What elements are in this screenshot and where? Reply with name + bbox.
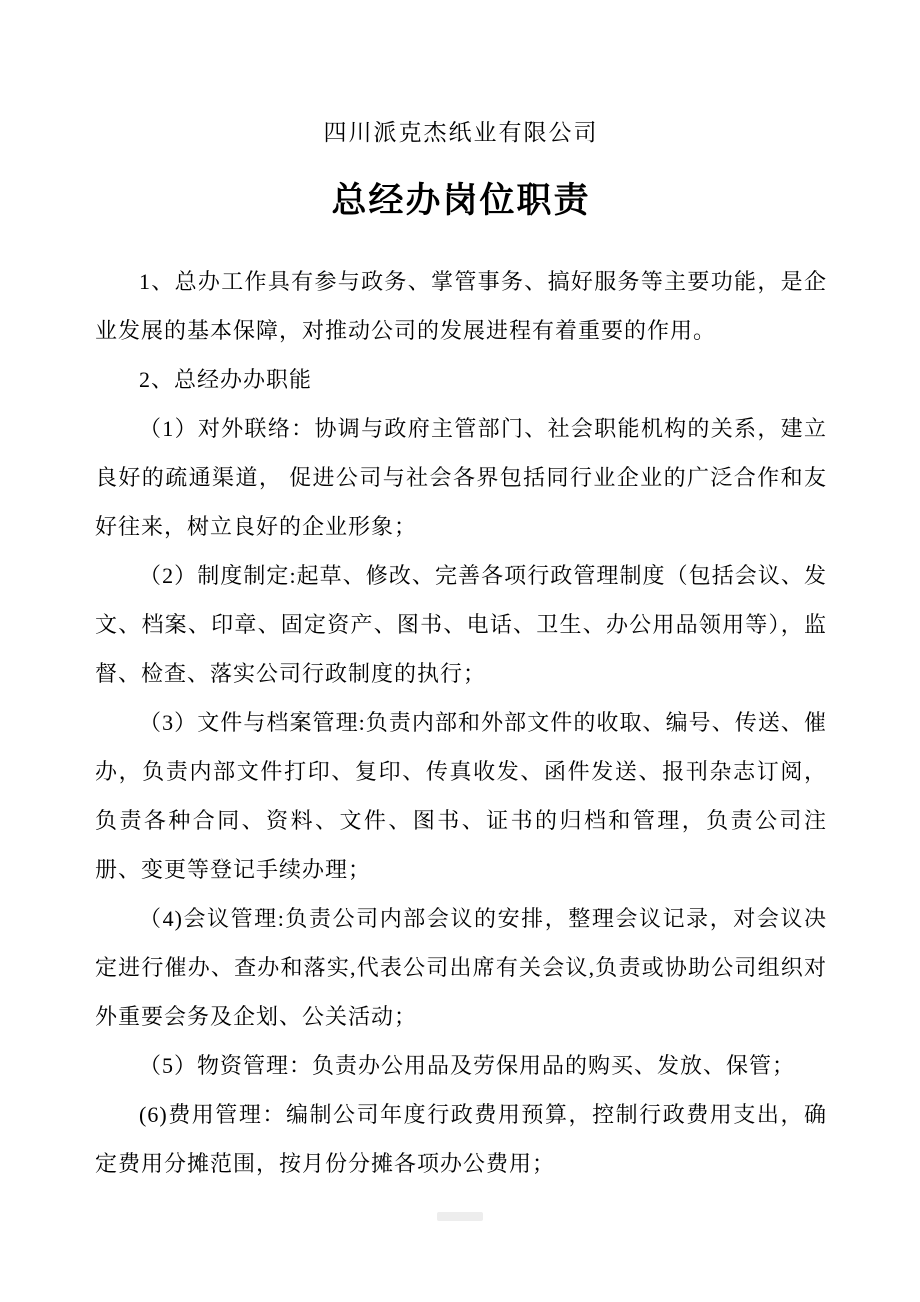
paragraph-4: （2）制度制定:起草、修改、完善各项行政管理制度（包括会议、发文、档案、印章、固定资产、图书、电话、卫生、办公用品领用等），监督、检查、落实公司行政制度的执行；	[95, 563, 827, 687]
company-name: 四川派克杰纸业有限公司	[323, 120, 599, 145]
paragraph-2: 2、总经办办职能	[139, 367, 313, 393]
paragraph-8: (6)费用管理：编制公司年度行政费用预算，控制行政费用支出，确定费用分摊范围，按月份分摊各项办公费用；	[95, 1102, 827, 1177]
document-title: 总经办岗位职责	[331, 180, 591, 220]
document-body	[95, 257, 827, 1188]
paragraph-1: 1、总办工作具有参与政务、掌管事务、搞好服务等主要功能，是企业发展的基本保障，对推动公司的发展进程有着重要的作用。	[95, 269, 827, 344]
paragraph-5: （3）文件与档案管理:负责内部和外部文件的收取、编号、传送、催办，负责内部文件打印、复印、传真收发、函件发送、报刊杂志订阅，负责各种合同、资料、文件、图书、证书的归档和管理，负责公司注册、变更等登记手续办理；	[95, 710, 827, 883]
paragraph-6: （4)会议管理:负责公司内部会议的安排，整理会议记录，对会议决定进行催办、查办和落实,代表公司出席有关会议,负责或协助公司组织对外重要会务及企划、公关活动；	[95, 906, 827, 1030]
footer-watermark	[437, 1212, 483, 1221]
paragraph-7: （5）物资管理：负责办公用品及劳保用品的购买、发放、保管；	[139, 1053, 796, 1079]
paragraph-3: （1）对外联络：协调与政府主管部门、社会职能机构的关系，建立良好的疏通渠道， 促进公司与社会各界包括同行业企业的广泛合作和友好往来，树立良好的企业形象；	[95, 416, 827, 540]
